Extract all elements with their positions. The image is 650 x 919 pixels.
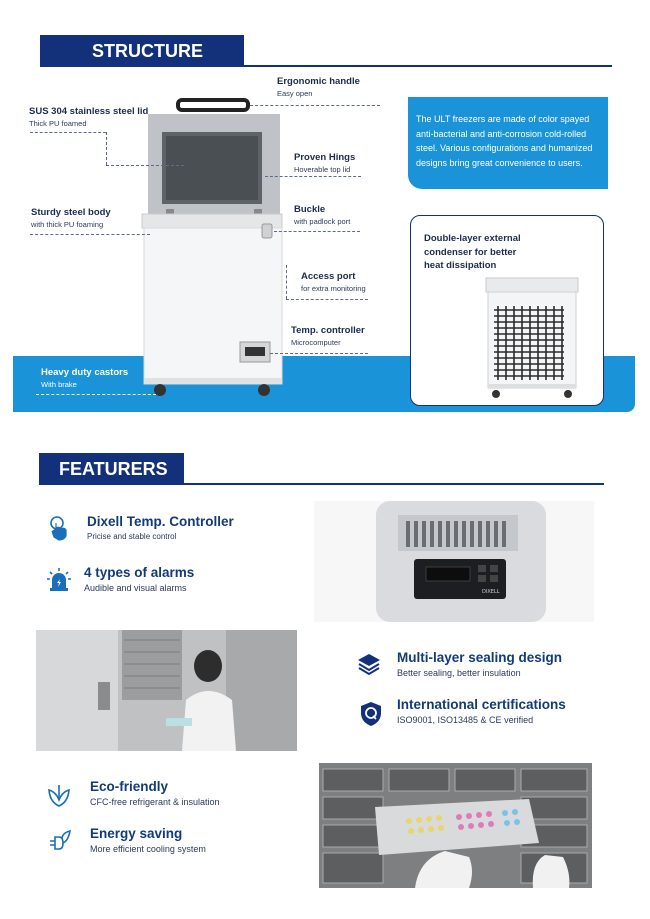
condenser-illustration xyxy=(484,276,580,400)
feature-controller xyxy=(87,514,234,541)
feature-controller-title: Dixell Temp. Controller xyxy=(87,514,234,529)
callout-handle xyxy=(277,76,360,98)
feature-certifications-sub: ISO9001, ISO13485 & CE verified xyxy=(397,715,534,725)
condenser-title: Double-layer external condenser for better heat dissipation xyxy=(424,233,521,271)
features-heading xyxy=(39,453,184,485)
touch-icon xyxy=(46,515,72,541)
callout-lid-title: SUS 304 stainless steel lid xyxy=(29,106,149,117)
feature-alarms xyxy=(84,565,194,593)
callout-lid xyxy=(29,106,148,128)
feature-energy xyxy=(90,826,206,854)
lab-photo xyxy=(36,630,297,751)
callout-access-port-title: Access port xyxy=(301,271,356,282)
features-heading-text: FEATURERS xyxy=(59,459,168,479)
feature-certifications-title: International certifications xyxy=(397,697,566,712)
callout-castors xyxy=(41,367,128,389)
feature-controller-sub: Pricise and stable control xyxy=(87,532,177,541)
leader-line xyxy=(265,176,361,177)
callout-lid-sub: Thick PU foamed xyxy=(29,119,87,128)
callout-handle-title: Ergonomic handle xyxy=(277,76,360,87)
handle-shape xyxy=(178,100,248,110)
callout-handle-sub: Easy open xyxy=(277,89,313,98)
feature-sealing xyxy=(397,650,562,678)
callout-hinges-title: Proven Hings xyxy=(294,152,356,163)
callout-castors-title: Heavy duty castors xyxy=(41,367,129,378)
callout-controller-title: Temp. controller xyxy=(291,325,365,336)
freezer-illustration xyxy=(138,96,288,398)
leader-line xyxy=(30,234,150,235)
callout-buckle-title: Buckle xyxy=(294,204,326,215)
features-heading-rule xyxy=(184,483,604,485)
feature-energy-sub: More efficient cooling system xyxy=(90,844,206,854)
feature-energy-title: Energy saving xyxy=(90,826,183,841)
feature-alarms-title: 4 types of alarms xyxy=(84,565,195,580)
callout-hinges-sub: Hoverable top lid xyxy=(294,165,351,174)
structure-heading-rule xyxy=(244,65,612,67)
leaf-icon xyxy=(46,782,72,808)
leader-line xyxy=(286,299,368,300)
callout-controller xyxy=(291,325,365,347)
callout-access-port-sub: for extra monitoring xyxy=(301,284,366,293)
leader-line xyxy=(274,231,360,232)
leader-line xyxy=(286,265,287,299)
feature-sealing-title: Multi-layer sealing design xyxy=(397,650,563,665)
leader-line xyxy=(36,394,156,395)
feature-alarms-sub: Audible and visual alarms xyxy=(84,583,187,593)
feature-eco-title: Eco-friendly xyxy=(90,779,169,794)
sample-rack-photo xyxy=(319,763,592,888)
controller-photo xyxy=(314,501,594,622)
controller-photo-art xyxy=(314,501,594,622)
callout-controller-sub: Microcomputer xyxy=(291,338,341,347)
description-text: The ULT freezers are made of color spayed anti-bacterial and anti-corrosion cold-rolled steel. Various configurations and humanized designs bring great convenience to users. xyxy=(416,114,593,168)
leader-line xyxy=(250,105,380,106)
callout-access-port xyxy=(301,271,366,293)
leader-line xyxy=(30,132,106,133)
callout-buckle xyxy=(294,204,350,226)
controller-brand: DIXELL xyxy=(482,589,500,595)
callout-castors-sub: With brake xyxy=(41,380,77,389)
callout-body xyxy=(31,207,111,229)
shield-q-icon xyxy=(358,701,384,727)
feature-sealing-sub: Better sealing, better insulation xyxy=(397,668,521,678)
feature-eco xyxy=(90,779,220,807)
leader-line xyxy=(106,165,184,166)
layers-icon xyxy=(356,651,382,677)
structure-heading-text: STRUCTURE xyxy=(92,41,203,61)
callout-body-sub: with thick PU foaming xyxy=(31,220,104,229)
leader-line xyxy=(270,353,368,354)
plug-leaf-icon xyxy=(46,827,72,853)
feature-certifications xyxy=(397,697,566,725)
structure-heading xyxy=(40,35,244,67)
callout-body-title: Sturdy steel body xyxy=(31,207,111,218)
callout-hinges xyxy=(294,152,355,174)
feature-eco-sub: CFC-free refrigerant & insulation xyxy=(90,797,220,807)
callout-buckle-sub: with padlock port xyxy=(294,217,351,226)
alarm-icon xyxy=(46,566,72,592)
leader-line xyxy=(106,132,107,165)
